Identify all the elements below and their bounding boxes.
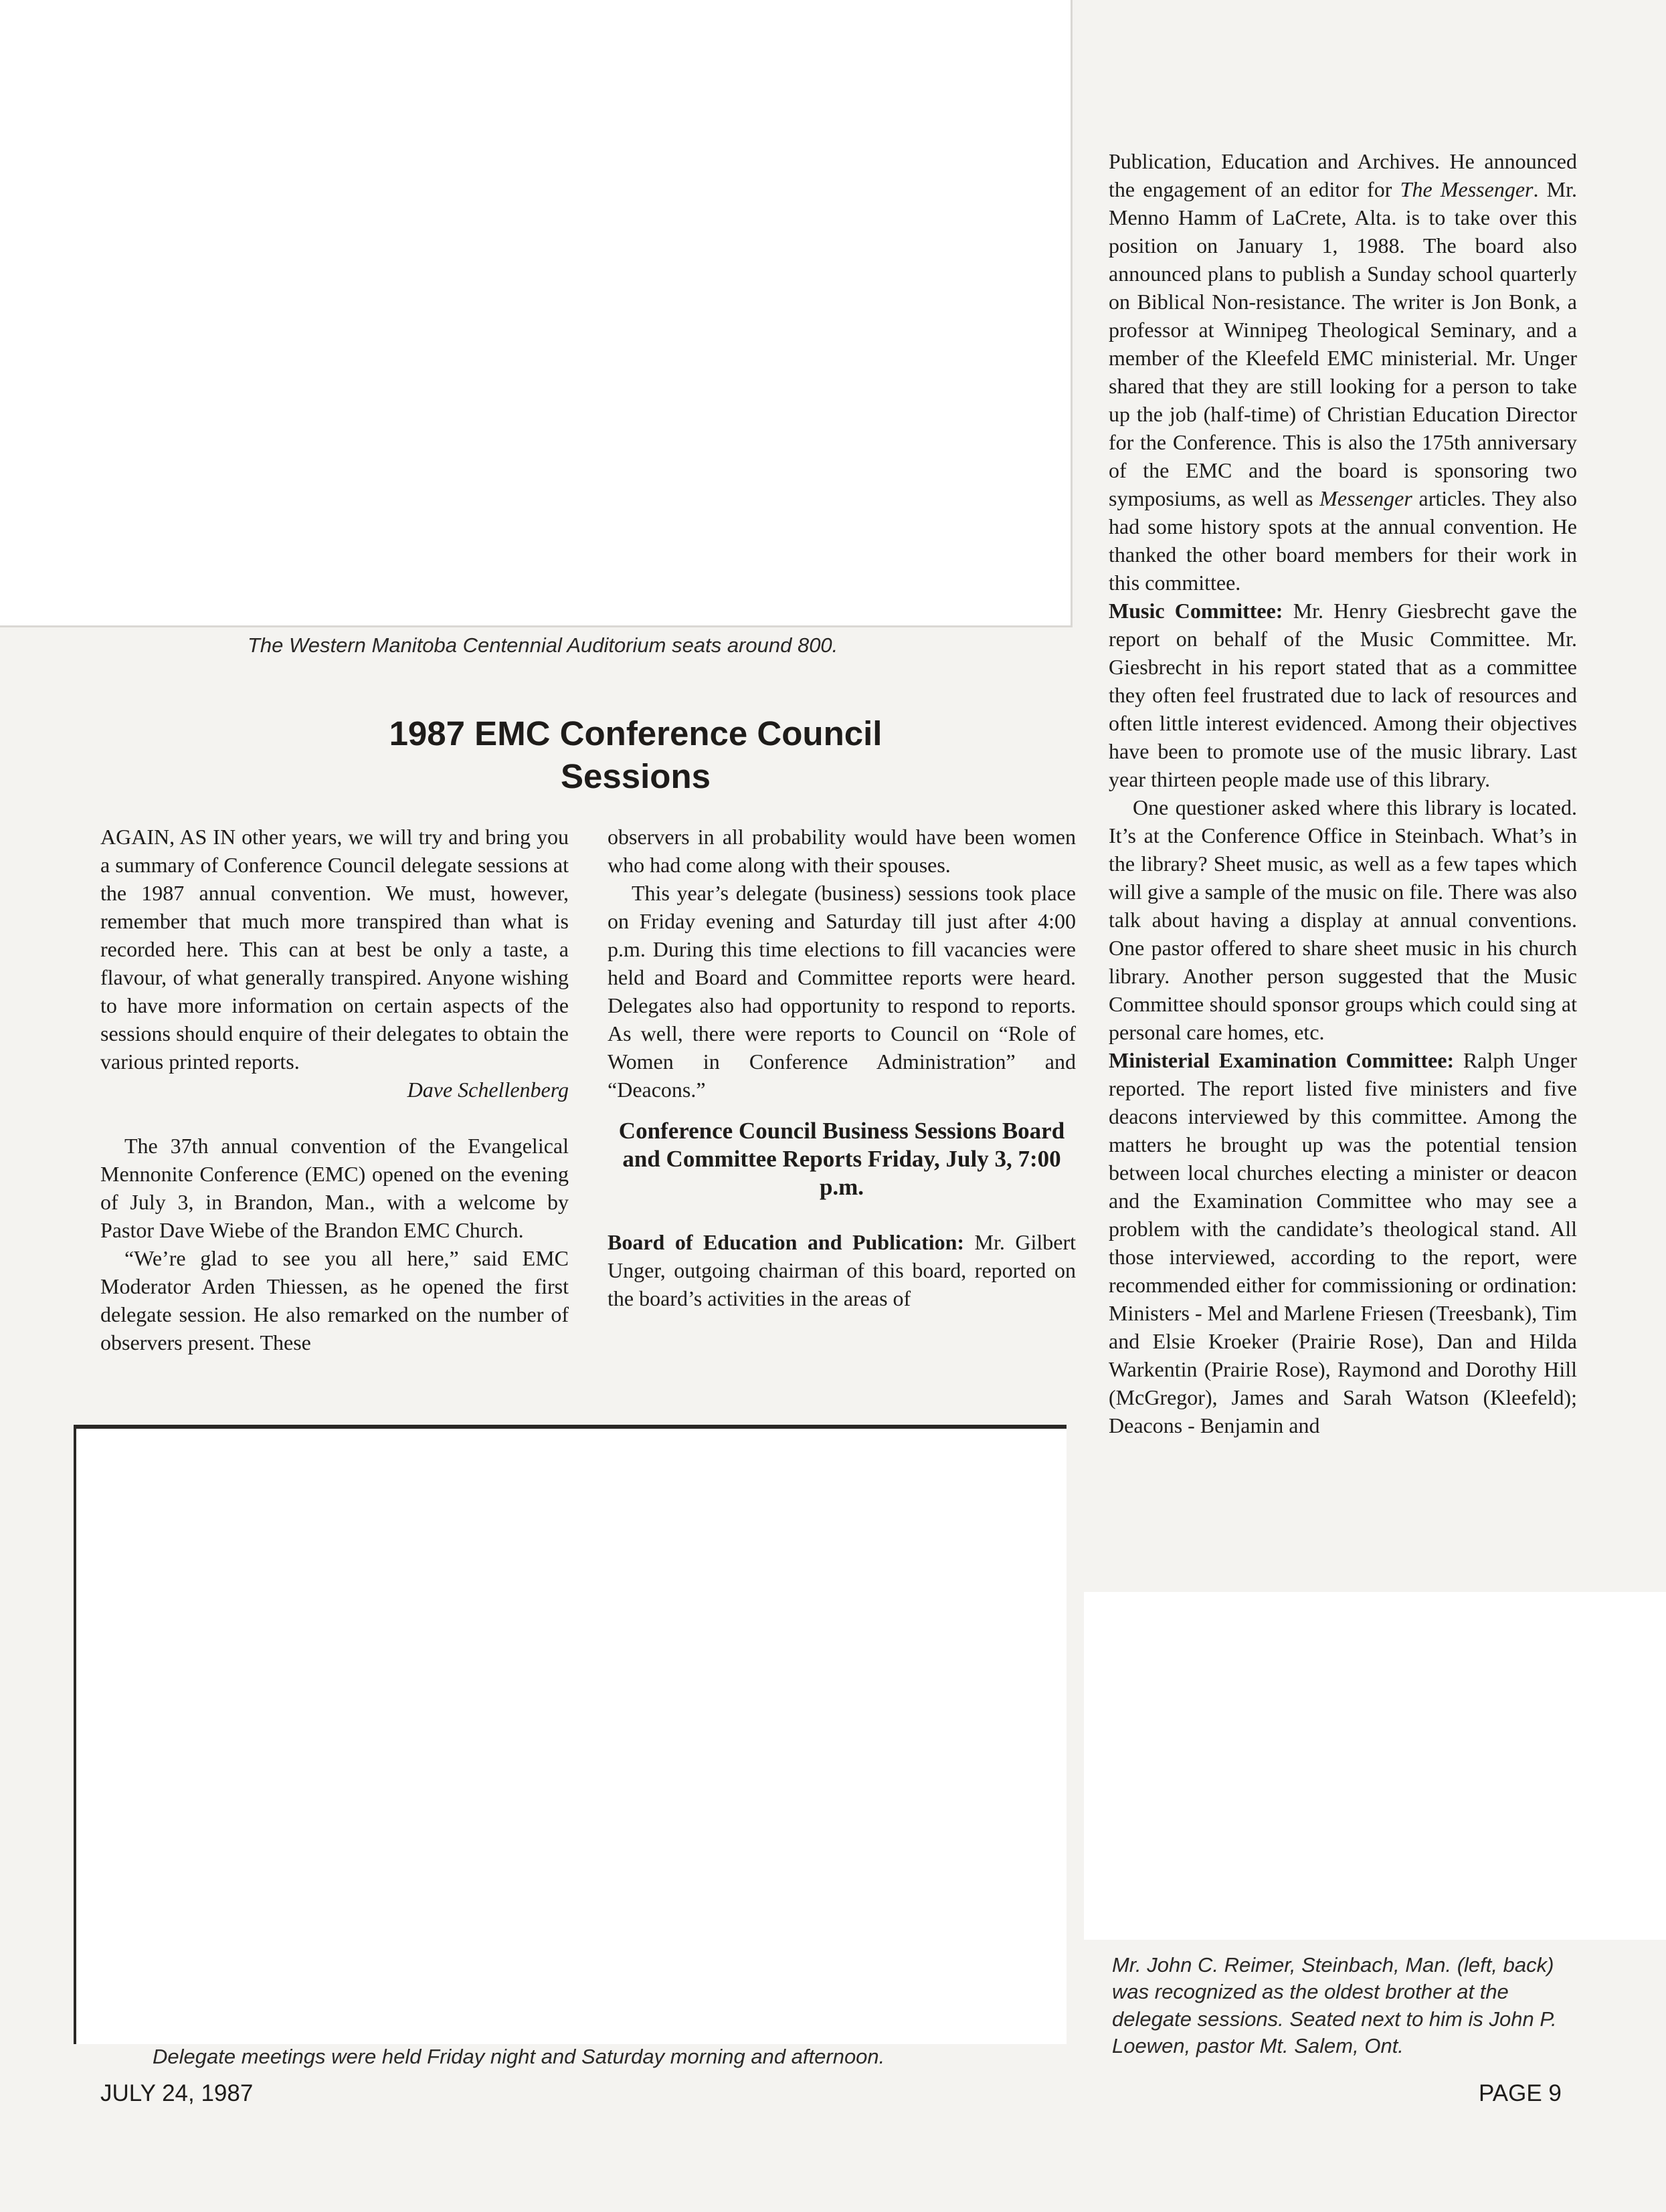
- board-education-text: Mr. Gilbert Unger, outgoing chairman of this board, reported on the board’s activities in the areas of: [608, 1230, 1076, 1310]
- intro-paragraph: AGAIN, AS IN other years, we will try and bring you a summary of Conference Council delegate sessions at the 1987 annual convention. We must, however, remember that much more transpired than what is recorded here. This can at best be only a taste, a flavour, of what generally transpired. Anyone wishing to have more information on certain aspects of the sessions should enquire of their delegates to obtain the various printed reports.: [100, 825, 569, 1074]
- music-committee-text: Mr. Henry Giesbrecht gave the report on behalf of the Music Committee. Mr. Giesbrecht in his report stated that as a committee they often feel frustrated due to lack of resources and often little interest evidenced. Among their objectives have been to promote use of the music library. Last year thirteen people made use of this library.: [1109, 599, 1578, 791]
- column-3: [1109, 147, 1577, 1439]
- col3-p1-part-c: articles. They also had some history spots at the annual convention. He thanked the other board members for their work in this committee.: [1109, 486, 1578, 595]
- page-number: PAGE 9: [1479, 2080, 1562, 2106]
- col2-paragraph-2: This year’s delegate (business) sessions took place on Friday evening and Saturday till just after 4:00 p.m. During this time elections to fill vacancies were held and Board and Committee reports were heard. Delegates also had opportunity to respond to reports. As well, there were reports to Council on “Role of Women in Conference Administration” and “Deacons.”: [608, 881, 1076, 1102]
- col3-paragraph-2: [1109, 597, 1577, 793]
- bottom-photo-caption: Delegate meetings were held Friday night and Saturday morning and afternoon.: [153, 2045, 885, 2068]
- messenger-title: The Messenger: [1400, 177, 1534, 201]
- col2-paragraph-3: [608, 1228, 1076, 1312]
- top-photo-caption: The Western Manitoba Centennial Auditorium seats around 800.: [248, 633, 838, 657]
- author-signature: Dave Schellenberg: [407, 1078, 569, 1102]
- col3-p1-part-b: . Mr. Menno Hamm of LaCrete, Alta. is to take over this position on January 1, 1988. The board also announced plans to publish a Sunday school quarterly on Biblical Non-resistance. The writer is Jon Bonk, a professor at Winnipeg Theological Seminary, and a member of the Kleefeld EMC ministerial. Mr. Unger shared that they are still looking for a person to take up the job (half-time) of Christian Education Director for the Conference. This is also the 175th anniversary of the EMC and the board is sponsoring two symposiums, as well as: [1109, 177, 1578, 510]
- reimer-loewen-photo: [1084, 1592, 1666, 1940]
- delegate-meeting-photo: [74, 1425, 1067, 2044]
- col3-paragraph-3: One questioner asked where this library is located. It’s at the Conference Office in Steinbach. What’s in the library? Sheet music, as well as a few tapes which will give a sample of the music on file. There was also talk about having a display at annual conventions. One pastor offered to share sheet music in his church library. Another person suggested that the Music Committee should sponsor groups which could sing at personal care homes, etc.: [1109, 795, 1577, 1044]
- ministerial-committee-text: Ralph Unger reported. The report listed five ministers and five deacons interviewed by this committee. Among the matters he brought up was the potential tension between local churches electing a minister or deacon and the Examination Committee who may see a problem with the candidate’s theological stand. All those interviewed, according to the report, were recommended either for commissioning or ordination: Ministers - Mel and Marlene Friesen (Treesbank), Tim and Elsie Kroeker (Prairie Rose), Dan and Hilda Warkentin (Prairie Rose), Raymond and Dorothy Hill (McGregor), James and Sarah Watson (Kleefeld); Deacons - Benjamin and: [1109, 1048, 1578, 1437]
- music-committee-lead: Music Committee:: [1109, 599, 1283, 623]
- col1-paragraph-1: The 37th annual convention of the Evangelical Mennonite Conference (EMC) opened on the evening of July 3, in Brandon, Man., with a welcome by Pastor Dave Wiebe of the Brandon EMC Church.: [100, 1134, 569, 1242]
- issue-date: JULY 24, 1987: [100, 2080, 254, 2106]
- col3-p1-part-a: Publication, Education and Archives. He announced the engagement of an editor for: [1109, 149, 1577, 201]
- section-subhead: Conference Council Business Sessions Board and Committee Reports Friday, July 3, 7:00 p.m.: [618, 1118, 1065, 1200]
- column-1: [100, 823, 569, 1356]
- col1-paragraph-2: “We’re glad to see you all here,” said EMC Moderator Arden Thiessen, as he opened the first delegate session. He also remarked on the number of observers present. These: [100, 1246, 569, 1354]
- col2-paragraph-1: observers in all probability would have been women who had come along with their spouses.: [608, 825, 1076, 877]
- col3-paragraph-1: [1109, 147, 1577, 597]
- ministerial-committee-lead: Ministerial Examination Committee:: [1109, 1048, 1455, 1072]
- col3-paragraph-4: [1109, 1046, 1577, 1439]
- messenger-title-2: Messenger: [1319, 486, 1412, 510]
- auditorium-photo: [0, 0, 1073, 627]
- board-education-lead: Board of Education and Publication:: [608, 1230, 965, 1254]
- article-headline: 1987 EMC Conference Council Sessions: [389, 714, 883, 795]
- column-2: [608, 823, 1076, 1312]
- right-photo-caption: Mr. John C. Reimer, Steinbach, Man. (left, back) was recognized as the oldest brother at the delegate sessions. Seated next to him is John P. Loewen, pastor Mt. Salem, Ont.: [1112, 1953, 1557, 2057]
